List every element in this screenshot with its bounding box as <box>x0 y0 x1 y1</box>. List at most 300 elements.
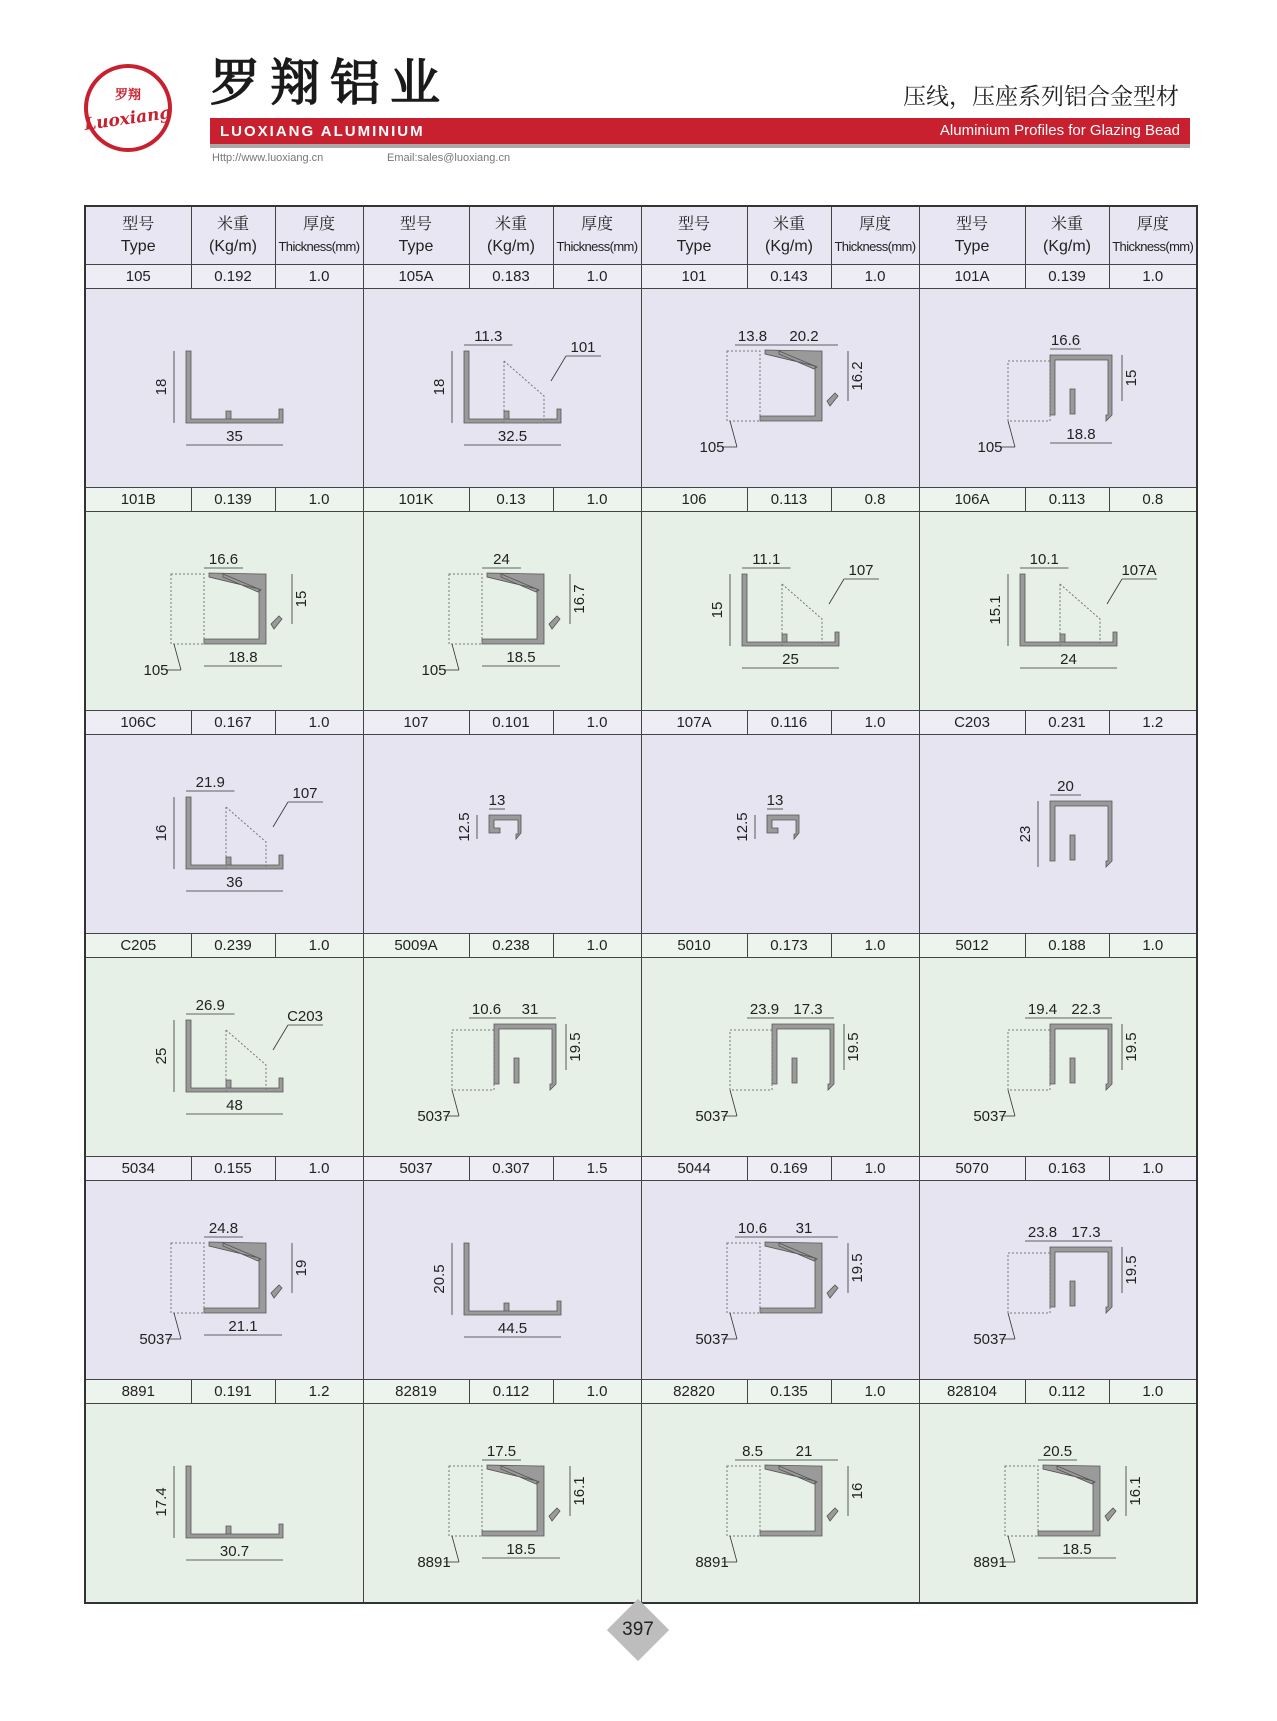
thickness-header-cn: 厚度 <box>302 215 335 233</box>
dimension-label: 19.5 <box>848 1253 866 1283</box>
weight-header-en: (Kg/m) <box>209 237 257 255</box>
profile-drawing <box>86 512 364 710</box>
weight-cell: 0.183 <box>469 265 553 289</box>
profile-drawing <box>86 1181 364 1379</box>
type-cell: 5070 <box>919 1157 1025 1181</box>
dimension-line <box>730 421 737 447</box>
thickness-cell: 1.0 <box>553 934 641 958</box>
reference-label: 5037 <box>972 1108 1007 1125</box>
type-cell: 101B <box>85 488 191 512</box>
profile-drawing <box>920 735 1198 933</box>
thickness-cell: 1.0 <box>831 1157 919 1181</box>
profile-shape <box>760 1465 838 1536</box>
type-header <box>363 206 469 265</box>
weight-cell: 0.173 <box>747 934 831 958</box>
profile-shape <box>1038 1465 1116 1536</box>
spec-row <box>85 265 1197 289</box>
weight-header-en: (Kg/m) <box>487 237 535 255</box>
thickness-cell: 1.0 <box>275 488 363 512</box>
dimension-label: 16.1 <box>1126 1476 1144 1506</box>
profile-drawing-cell <box>919 289 1197 488</box>
dimension-label: 15 <box>708 601 726 619</box>
reference-label: 8891 <box>972 1554 1007 1571</box>
weight-cell: 0.155 <box>191 1157 275 1181</box>
profile-drawing <box>364 1404 642 1602</box>
dimension-label: 20 <box>1056 778 1074 795</box>
profile-drawing-cell <box>641 1181 919 1380</box>
weight-cell: 0.192 <box>191 265 275 289</box>
weight-header-cn: 米重 <box>494 215 527 233</box>
dimension-label: 12.5 <box>733 812 751 842</box>
thickness-header-en: Thickness(mm) <box>278 238 360 254</box>
dimension-label: 16.1 <box>570 1476 588 1506</box>
reference-label: 105 <box>698 439 725 456</box>
type-header-en: Type <box>676 237 712 255</box>
dimension-label: 18.8 <box>1065 426 1096 443</box>
reference-profile-outline <box>1005 1466 1038 1536</box>
dimension-label: 10.6 <box>471 1001 501 1018</box>
dimension-label: 18 <box>153 378 170 396</box>
profile-drawing <box>642 958 920 1156</box>
reference-label: 5037 <box>416 1108 451 1125</box>
spec-row <box>85 1380 1197 1404</box>
reference-label: C203 <box>287 1008 323 1025</box>
dimension-label: 23.9 <box>749 1001 779 1018</box>
type-cell: 82820 <box>641 1380 747 1404</box>
dimension-label: 18.5 <box>505 649 536 666</box>
reference-profile-outline <box>730 1030 772 1090</box>
thickness-cell: 1.0 <box>275 1157 363 1181</box>
type-cell: 105A <box>363 265 469 289</box>
profile-drawing <box>364 512 642 710</box>
dimension-label: 13.8 <box>737 328 767 345</box>
profile-drawing <box>642 735 920 933</box>
dimension-line <box>1008 1313 1015 1339</box>
profile-shape <box>1050 355 1112 421</box>
profile-shape <box>186 1020 283 1092</box>
type-cell: 5044 <box>641 1157 747 1181</box>
dimension-label: 11.3 <box>473 328 502 345</box>
reference-profile-outline <box>727 351 760 421</box>
profile-drawing-cell <box>363 1404 641 1604</box>
reference-label: 107 <box>292 785 318 802</box>
reference-profile-outline <box>226 1030 266 1092</box>
type-cell: 106 <box>641 488 747 512</box>
dimension-label: 18.8 <box>228 649 258 666</box>
profile-drawing <box>364 735 642 933</box>
type-cell: 106A <box>919 488 1025 512</box>
profile-shape <box>186 797 283 869</box>
drawing-row <box>85 958 1197 1157</box>
logo-text-en: Luoxiang <box>83 103 173 135</box>
thickness-cell: 1.0 <box>553 488 641 512</box>
weight-header <box>469 206 553 265</box>
reference-label: 5037 <box>139 1331 173 1348</box>
dimension-line <box>730 1313 737 1339</box>
profile-drawing <box>642 1404 920 1602</box>
dimension-label: 19.4 <box>1027 1001 1057 1018</box>
dimension-label: 36 <box>226 874 243 891</box>
type-cell: 828104 <box>919 1380 1025 1404</box>
thickness-header-cn: 厚度 <box>1136 215 1169 233</box>
brand-name-cn: 罗翔铝业 <box>210 54 450 112</box>
dimension-label: 24.8 <box>208 1220 239 1237</box>
thickness-cell: 1.0 <box>831 934 919 958</box>
profile-shape <box>1050 801 1112 867</box>
profile-shape <box>186 1466 283 1538</box>
spec-row <box>85 711 1197 735</box>
dimension-label: 8.5 <box>741 1443 763 1460</box>
weight-cell: 0.307 <box>469 1157 553 1181</box>
profile-shape <box>1050 1247 1112 1313</box>
dimension-label: 24 <box>1059 651 1077 668</box>
dimension-label: 21.1 <box>228 1318 258 1335</box>
profile-drawing-cell <box>919 958 1197 1157</box>
type-header-en: Type <box>954 237 990 255</box>
reference-label: 105 <box>976 439 1003 456</box>
dimension-label: 32.5 <box>497 428 527 445</box>
thickness-cell: 1.2 <box>275 1380 363 1404</box>
header-bar <box>210 118 1190 148</box>
type-cell: 101A <box>919 265 1025 289</box>
reference-profile-outline <box>226 807 266 869</box>
type-cell: 5010 <box>641 934 747 958</box>
profile-shape <box>464 1243 561 1315</box>
dimension-label: 23.8 <box>1027 1224 1057 1241</box>
weight-header <box>1025 206 1109 265</box>
reference-label: 8891 <box>694 1554 729 1571</box>
thickness-cell: 1.0 <box>1109 265 1197 289</box>
dimension-label: 25 <box>153 1047 170 1065</box>
weight-header-en: (Kg/m) <box>1043 237 1091 255</box>
weight-header-cn: 米重 <box>772 215 805 233</box>
dimension-label: 20.5 <box>1042 1443 1072 1460</box>
thickness-cell: 1.5 <box>553 1157 641 1181</box>
thickness-header <box>553 206 641 265</box>
dimension-line <box>1008 1536 1015 1562</box>
profile-drawing <box>920 289 1198 487</box>
dimension-label: 15 <box>293 590 310 608</box>
profile-drawing-cell <box>919 1404 1197 1604</box>
profile-drawing-cell <box>85 1181 363 1380</box>
weight-cell: 0.231 <box>1025 711 1109 735</box>
type-cell: C203 <box>919 711 1025 735</box>
drawing-row <box>85 289 1197 488</box>
thickness-cell: 1.2 <box>1109 711 1197 735</box>
weight-cell: 0.112 <box>469 1380 553 1404</box>
series-title-cn: 压线，压座系列铝合金型材 <box>903 84 1179 110</box>
profile-shape <box>482 573 560 644</box>
weight-header <box>747 206 831 265</box>
dimension-label: 15.1 <box>986 595 1004 625</box>
type-cell: 101K <box>363 488 469 512</box>
weight-cell: 0.135 <box>747 1380 831 1404</box>
reference-profile-outline <box>449 574 482 644</box>
dimension-label: 10.6 <box>737 1220 767 1237</box>
dimension-label: 13 <box>766 792 783 809</box>
profile-shape <box>772 1024 834 1090</box>
dimension-label: 35 <box>226 428 243 445</box>
profile-drawing <box>86 289 364 487</box>
dimension-label: 15 <box>1122 369 1140 387</box>
profile-drawing <box>920 958 1198 1156</box>
profile-drawing <box>920 1404 1198 1602</box>
weight-cell: 0.188 <box>1025 934 1109 958</box>
dimension-label: 30.7 <box>219 1543 250 1560</box>
type-header-cn: 型号 <box>955 215 988 233</box>
header-row <box>85 206 1197 265</box>
thickness-cell: 0.8 <box>831 488 919 512</box>
dimension-label: 31 <box>795 1220 812 1237</box>
dimension-line <box>452 644 459 670</box>
weight-header <box>191 206 275 265</box>
type-header-cn: 型号 <box>399 215 432 233</box>
reference-profile-outline <box>1060 584 1100 646</box>
profile-drawing-cell <box>85 958 363 1157</box>
thickness-cell: 1.0 <box>831 265 919 289</box>
dimension-label: 21.9 <box>195 774 225 791</box>
drawing-row <box>85 1181 1197 1380</box>
type-header-cn: 型号 <box>122 215 155 233</box>
dimension-label: 19 <box>293 1259 310 1277</box>
profile-shape <box>1020 574 1117 646</box>
page-number: 397 <box>622 1619 654 1640</box>
reference-label: 5037 <box>694 1108 729 1125</box>
type-cell: 82819 <box>363 1380 469 1404</box>
weight-cell: 0.143 <box>747 265 831 289</box>
type-header-en: Type <box>120 237 156 255</box>
profile-drawing <box>364 289 642 487</box>
weight-cell: 0.13 <box>469 488 553 512</box>
profile-drawing-cell <box>363 735 641 934</box>
reference-profile-outline <box>1008 1030 1050 1090</box>
reference-profile-outline <box>1008 361 1050 421</box>
dimension-line <box>829 579 844 604</box>
profile-drawing-cell <box>85 1404 363 1604</box>
weight-cell: 0.169 <box>747 1157 831 1181</box>
profile-drawing-cell <box>919 1181 1197 1380</box>
thickness-cell: 1.0 <box>275 711 363 735</box>
weight-cell: 0.113 <box>747 488 831 512</box>
type-cell: 5037 <box>363 1157 469 1181</box>
type-cell: 5012 <box>919 934 1025 958</box>
thickness-cell: 1.0 <box>553 711 641 735</box>
spec-row <box>85 1157 1197 1181</box>
profile-shape <box>204 1242 282 1313</box>
thickness-header-en: Thickness(mm) <box>1112 238 1194 254</box>
dimension-label: 18.5 <box>1061 1541 1092 1558</box>
profile-shape <box>186 351 283 423</box>
dimension-label: 17.5 <box>486 1443 516 1460</box>
dimension-label: 26.9 <box>195 997 225 1014</box>
dimension-label: 16 <box>153 824 170 842</box>
dimension-label: 19.5 <box>844 1032 862 1062</box>
profile-shape <box>204 573 282 644</box>
dimension-label: 44.5 <box>497 1320 527 1337</box>
dimension-label: 17.4 <box>153 1487 170 1517</box>
dimension-label: 16.7 <box>570 584 588 614</box>
thickness-header-en: Thickness(mm) <box>834 238 916 254</box>
thickness-cell: 1.0 <box>553 1380 641 1404</box>
type-cell: 101 <box>641 265 747 289</box>
profile-drawing-cell <box>641 512 919 711</box>
reference-profile-outline <box>727 1243 760 1313</box>
thickness-cell: 0.8 <box>1109 488 1197 512</box>
dimension-label: 16.2 <box>848 361 866 391</box>
profile-shape <box>760 350 838 421</box>
dimension-label: 21 <box>795 1443 812 1460</box>
reference-label: 105 <box>420 662 447 679</box>
type-cell: 5009A <box>363 934 469 958</box>
type-cell: 105 <box>85 265 191 289</box>
thickness-cell: 1.0 <box>553 265 641 289</box>
dimension-label: 18 <box>430 378 448 396</box>
type-cell: 107 <box>363 711 469 735</box>
profile-shape <box>482 1465 560 1536</box>
website-link[interactable]: Http://www.luoxiang.cn <box>212 152 324 164</box>
weight-cell: 0.139 <box>191 488 275 512</box>
luoxiang-logo <box>84 64 172 152</box>
dimension-line <box>1008 1090 1015 1116</box>
thickness-cell: 1.0 <box>275 265 363 289</box>
dimension-label: 16.6 <box>208 551 239 568</box>
dimension-line <box>174 644 181 670</box>
dimension-label: 20.2 <box>788 328 819 345</box>
dimension-label: 12.5 <box>455 812 473 842</box>
profile-drawing <box>642 1181 920 1379</box>
dimension-label: 31 <box>521 1001 538 1018</box>
profile-shape <box>742 574 839 646</box>
reference-label: 101 <box>569 339 596 356</box>
profile-drawing-cell <box>85 512 363 711</box>
dimension-label: 13 <box>488 792 505 809</box>
thickness-header-cn: 厚度 <box>580 215 613 233</box>
dimension-label: 25 <box>781 651 799 668</box>
thickness-header-en: Thickness(mm) <box>556 238 638 254</box>
type-header-cn: 型号 <box>677 215 710 233</box>
reference-profile-outline <box>782 584 822 646</box>
email-link[interactable]: Email:sales@luoxiang.cn <box>387 152 511 164</box>
dimension-label: 18.5 <box>505 1541 536 1558</box>
thickness-header <box>831 206 919 265</box>
reference-label: 5037 <box>694 1331 729 1348</box>
reference-label: 107 <box>847 562 874 579</box>
dimension-label: 17.3 <box>792 1001 823 1018</box>
dimension-label: 11.1 <box>751 551 780 568</box>
dimension-line <box>1008 421 1015 447</box>
dimension-line <box>551 356 566 381</box>
type-cell: 8891 <box>85 1380 191 1404</box>
profile-drawing-cell <box>641 289 919 488</box>
profile-drawing <box>364 1181 642 1379</box>
weight-cell: 0.112 <box>1025 1380 1109 1404</box>
reference-profile-outline <box>452 1030 494 1090</box>
thickness-cell: 1.0 <box>1109 1157 1197 1181</box>
profile-drawing-cell <box>85 289 363 488</box>
dimension-line <box>452 1536 459 1562</box>
dimension-label: 48 <box>226 1097 243 1114</box>
weight-cell: 0.238 <box>469 934 553 958</box>
profile-drawing <box>920 1181 1198 1379</box>
spec-row <box>85 934 1197 958</box>
profile-drawing <box>86 1404 364 1602</box>
weight-cell: 0.101 <box>469 711 553 735</box>
weight-cell: 0.163 <box>1025 1157 1109 1181</box>
reference-profile-outline <box>171 574 204 644</box>
profile-table <box>84 205 1198 1604</box>
dimension-label: 23 <box>1016 825 1034 843</box>
type-cell: C205 <box>85 934 191 958</box>
thickness-cell: 1.0 <box>275 934 363 958</box>
weight-cell: 0.239 <box>191 934 275 958</box>
profile-drawing-cell <box>919 735 1197 934</box>
dimension-label: 19.5 <box>1122 1255 1140 1285</box>
dimension-line <box>730 1090 737 1116</box>
weight-cell: 0.191 <box>191 1380 275 1404</box>
dimension-line <box>730 1536 737 1562</box>
profile-drawing <box>642 289 920 487</box>
reference-profile-outline <box>1008 1253 1050 1313</box>
reference-label: 107A <box>1120 562 1157 579</box>
thickness-header-cn: 厚度 <box>858 215 891 233</box>
thickness-header <box>275 206 363 265</box>
thickness-cell: 1.0 <box>1109 1380 1197 1404</box>
thickness-header <box>1109 206 1197 265</box>
weight-cell: 0.167 <box>191 711 275 735</box>
weight-cell: 0.139 <box>1025 265 1109 289</box>
profile-drawing-cell <box>919 512 1197 711</box>
profile-drawing-cell <box>641 958 919 1157</box>
profile-drawing <box>86 958 364 1156</box>
drawing-row <box>85 1404 1197 1604</box>
thickness-cell: 1.0 <box>831 1380 919 1404</box>
thickness-cell: 1.0 <box>1109 934 1197 958</box>
type-cell: 107A <box>641 711 747 735</box>
dimension-line <box>174 1313 181 1339</box>
weight-cell: 0.116 <box>747 711 831 735</box>
dimension-label: 20.5 <box>430 1264 448 1294</box>
profile-drawing <box>86 735 364 933</box>
profile-drawing-cell <box>85 735 363 934</box>
profile-drawing-cell <box>363 289 641 488</box>
weight-header-en: (Kg/m) <box>765 237 813 255</box>
reference-profile-outline <box>727 1466 760 1536</box>
dimension-line <box>273 802 288 827</box>
dimension-label: 24 <box>492 551 510 568</box>
dimension-line <box>452 1090 459 1116</box>
dimension-line <box>273 1025 288 1050</box>
weight-cell: 0.113 <box>1025 488 1109 512</box>
reference-label: 8891 <box>416 1554 451 1571</box>
type-cell: 106C <box>85 711 191 735</box>
type-header-en: Type <box>398 237 434 255</box>
profile-shape <box>767 815 799 839</box>
profile-shape <box>494 1024 556 1090</box>
reference-profile-outline <box>449 1466 482 1536</box>
profile-drawing-cell <box>363 958 641 1157</box>
weight-header-cn: 米重 <box>216 215 249 233</box>
brand-name-en: LUOXIANG ALUMINIUM <box>220 123 425 140</box>
logo-text-cn: 罗翔 <box>114 87 141 102</box>
spec-row <box>85 488 1197 512</box>
type-header <box>85 206 191 265</box>
profile-shape <box>464 351 561 423</box>
reference-label: 105 <box>143 662 169 679</box>
profile-shape <box>489 815 521 839</box>
type-cell: 5034 <box>85 1157 191 1181</box>
profile-shape <box>1050 1024 1112 1090</box>
reference-profile-outline <box>504 361 544 423</box>
